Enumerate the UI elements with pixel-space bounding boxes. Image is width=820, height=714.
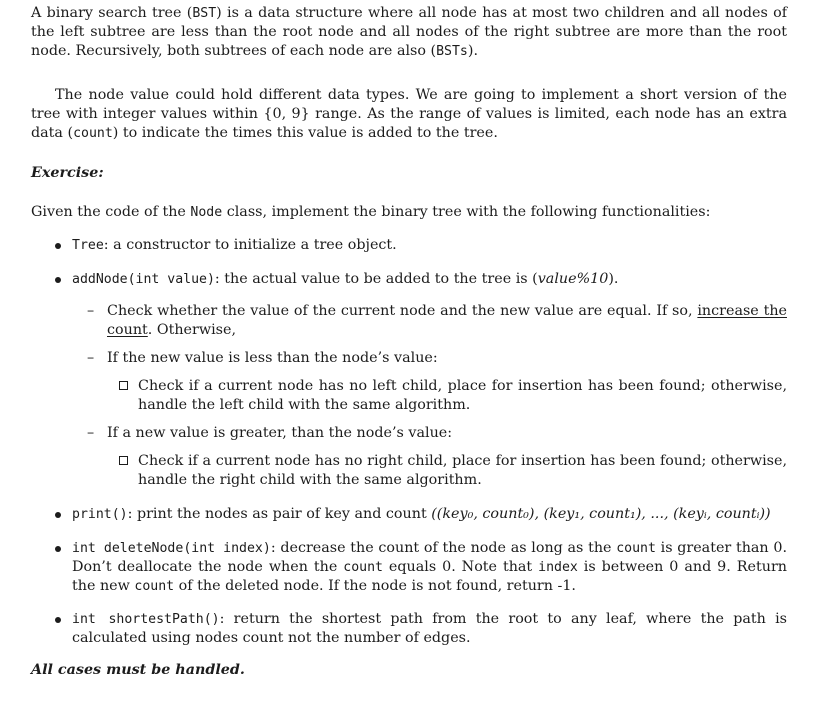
exercise-heading: Exercise: (31, 165, 104, 181)
bullet-icon (55, 243, 61, 249)
intro-paragraph-bst: A binary search tree (BST) is a data structure where all node has at most two children and all nodes of the left subtree are less than the root node and all nodes of the right subtree are more than the root node. Recursively, both subtrees of each node are also (BSTs). (31, 5, 787, 59)
checkbox-item-right: Check if a current node has no right child, place for insertion has been found; otherwise, handle the right child with the same algorithm. (117, 452, 787, 490)
bullet-icon (55, 277, 61, 283)
checkbox-item-left: Check if a current node has no left child, place for insertion has been found; otherwise, handle the left child with the same algorithm. (117, 377, 787, 415)
code-addnode: addNode(int value) (72, 272, 215, 287)
dash-icon: – (87, 303, 95, 319)
code-bsts: BSTs (436, 44, 468, 59)
bullet-icon (55, 512, 61, 518)
checkbox-icon (119, 381, 128, 390)
code-count: count (73, 126, 113, 141)
code-count: count (343, 560, 383, 575)
math-value-mod: value%10 (537, 271, 609, 287)
increase-count-link[interactable]: increase the count (107, 303, 787, 338)
intro-paragraph-values: The node value could hold different data types. We are going to implement a short version of the tree with integer values within {0, 9} range. As the range of values is limited, each node has an extra data (count) to indicate the times this value is added to the tree. (31, 87, 787, 141)
checkbox-icon (119, 456, 128, 465)
code-shortestpath: int shortestPath() (72, 612, 220, 627)
sub-item-less: – If the new value is less than the node’s value: (87, 350, 438, 366)
list-item-shortestpath: int shortestPath(): return the shortest path from the root to any leaf, where the path is calculated using nodes count not the number of edges. (55, 610, 787, 648)
code-deletenode: int deleteNode(int index) (72, 541, 271, 556)
list-item-addnode: addNode(int value): the actual value to be added to the tree is (value%10). (55, 270, 787, 289)
code-index: index (538, 560, 578, 575)
code-node: Node (190, 205, 223, 220)
sub-item-greater: – If a new value is greater, than the node’s value: (87, 425, 453, 441)
sub-item-equal: – Check whether the value of the current node and the new value are equal. If so, increase the count. Otherwise, (87, 303, 787, 338)
code-bst: BST (192, 6, 217, 21)
list-item-print: print(): print the nodes as pair of key and count ((key₀, count₀), (key₁, count₁), ..., (keyᵢ, countᵢ)) (55, 505, 787, 524)
code-count: count (134, 579, 175, 594)
value-range: {0, 9} (263, 106, 310, 122)
list-item-deletenode: int deleteNode(int index): decrease the count of the node as long as the count is greater than 0. Don’t deallocate the node when the count equals 0. Note that index is between 0 and 9. Return the new count of the deleted node. If the node is not found, return -1. (55, 539, 787, 596)
bullet-icon (55, 617, 61, 623)
code-tree: Tree (72, 238, 104, 253)
code-print: print() (72, 507, 128, 522)
all-cases-note: All cases must be handled. (31, 662, 245, 678)
code-count: count (616, 541, 656, 556)
dash-icon: – (87, 350, 95, 366)
dash-icon: – (87, 425, 95, 441)
list-item-tree: Tree: a constructor to initialize a tree object. (55, 236, 787, 255)
given-line: Given the code of the Node class, implement the binary tree with the following functionalities: (31, 204, 711, 220)
bullet-icon (55, 546, 61, 552)
math-pairs: ((key₀, count₀), (key₁, count₁), ..., (keyᵢ, countᵢ)) (431, 506, 771, 522)
